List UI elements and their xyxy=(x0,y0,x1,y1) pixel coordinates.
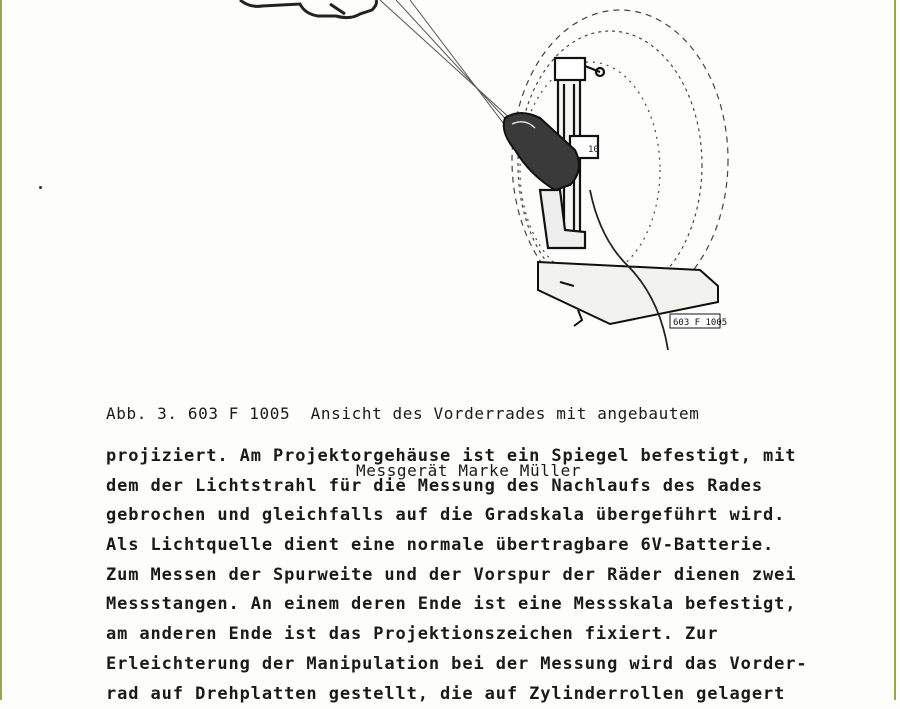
caption-prefix: Abb. 3. 603 F 1005 xyxy=(106,404,290,423)
text-line: Zum Messen der Spurweite und der Vorspur der Räder dienen zwei xyxy=(106,561,886,591)
caption-line-2: Messgerät Marke Müller xyxy=(106,461,866,480)
bracket-fragment xyxy=(240,0,377,18)
figure-label-text: 603 F 1005 xyxy=(673,318,727,328)
text-line: projiziert. Am Projektorgehäuse ist ein Spiegel befestigt, mit xyxy=(106,442,886,472)
text-line: Erleichterung der Manipulation bei der Messung wird das Vorder- xyxy=(106,650,886,680)
body-text xyxy=(106,442,886,709)
text-line: am anderen Ende ist das Projektionszeichen fixiert. Zur xyxy=(106,620,886,650)
text-line: rad auf Drehplatten gestellt, die auf Zylinderrollen gelagert xyxy=(106,680,886,709)
caption-line-1: Ansicht des Vorderrades mit angebautem xyxy=(311,404,700,423)
light-beam xyxy=(380,0,512,132)
text-line: Messstangen. An einem deren Ende ist eine Messskala befestigt, xyxy=(106,590,886,620)
text-line: Als Lichtquelle dient eine normale übertragbare 6V-Batterie. xyxy=(106,531,886,561)
figure-label xyxy=(670,314,727,328)
text-line: dem der Lichtstrahl für die Messung des Nachlaufs des Rades xyxy=(106,472,886,502)
svg-text:10: 10 xyxy=(588,145,599,155)
text-line: gebrochen und gleichfalls auf die Gradskala übergeführt wird. xyxy=(106,501,886,531)
figure-illustration xyxy=(0,0,900,350)
